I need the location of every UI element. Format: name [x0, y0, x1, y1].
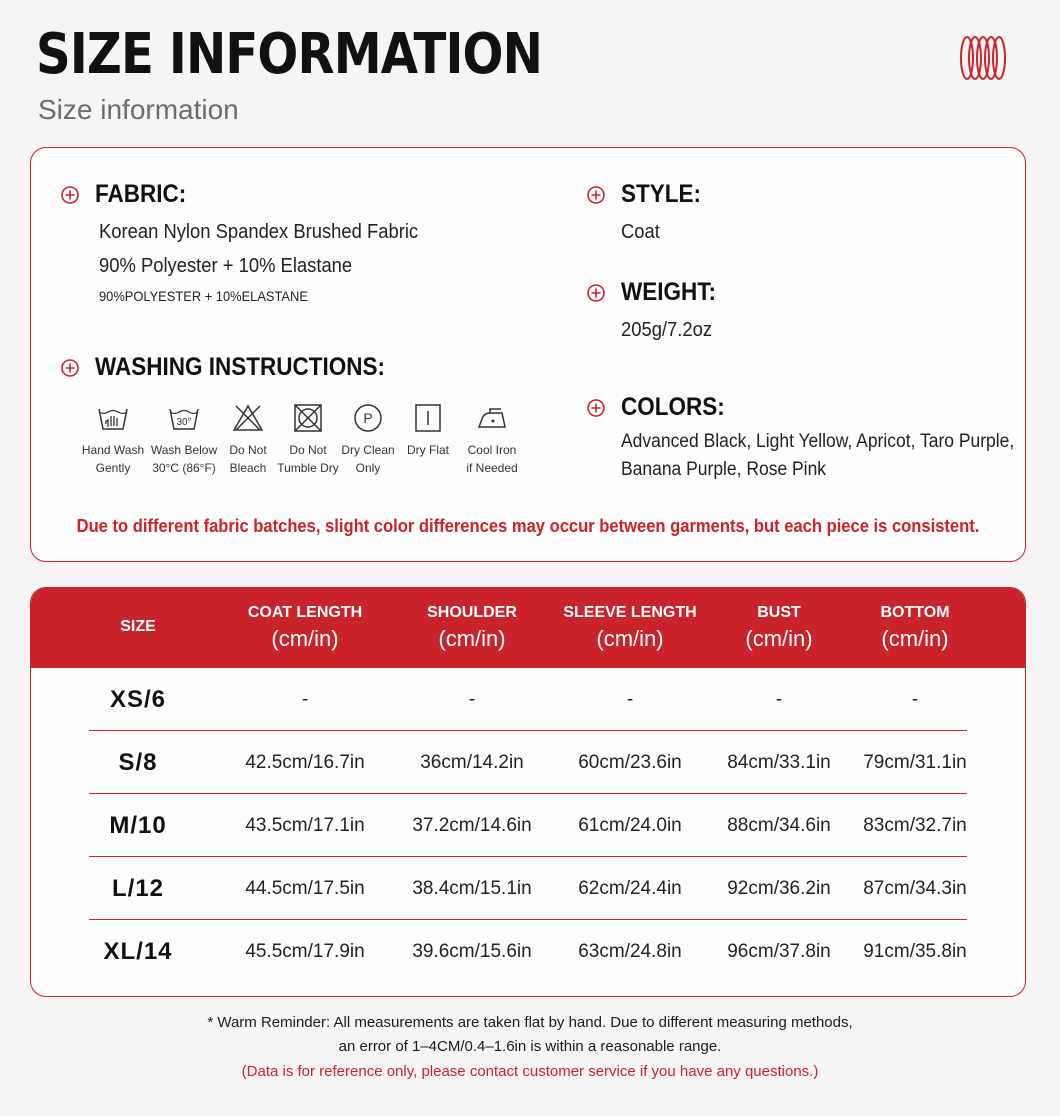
measurement-cell: -: [775, 689, 783, 710]
table-header: [31, 588, 1025, 668]
care-item: [147, 403, 221, 477]
measurement-cell: 61cm/24.0in: [578, 815, 682, 836]
measurement-cell: 39.6cm/15.6in: [412, 941, 532, 962]
measurement-cell: 83cm/32.7in: [863, 815, 967, 836]
care-label: if Needed: [466, 461, 518, 475]
colors-value: Advanced Black, Light Yellow, Apricot, Taro Purple,: [621, 431, 1015, 452]
care-label: Wash Below: [150, 443, 218, 457]
care-label: Dry Clean: [341, 443, 395, 457]
column-header-size: [120, 588, 156, 636]
care-label: Bleach: [229, 461, 267, 475]
row-divider: [89, 730, 967, 732]
fabric-line: Korean Nylon Spandex Brushed Fabric: [99, 221, 419, 243]
care-icons-row: [79, 403, 523, 477]
size-table: [30, 587, 1026, 997]
header-label: SLEEVE LENGTH: [563, 604, 697, 621]
weight-title: WEIGHT:: [621, 278, 716, 306]
care-label: Gently: [95, 461, 131, 475]
header-label: BOTTOM: [880, 604, 950, 621]
style-section: [587, 180, 710, 249]
measurement-cell: -: [301, 689, 309, 710]
size-cell: XS/6: [109, 686, 167, 713]
no-bleach-icon: [231, 403, 265, 433]
measurement-cell: 37.2cm/14.6in: [412, 815, 532, 836]
page-subtitle: Size information: [38, 94, 239, 125]
warm-reminder: * Warm Reminder: All measurements are taken flat by hand. Due to different measuring methods,: [207, 1014, 853, 1031]
column-header-shoulder: [427, 588, 517, 652]
measurement-cell: 91cm/35.8in: [863, 941, 967, 962]
header-label: SHOULDER: [427, 604, 517, 621]
care-item: [221, 403, 275, 477]
measurement-cell: 88cm/34.6in: [727, 815, 831, 836]
page-title: SIZE INFORMATION: [36, 22, 543, 87]
size-cell: L/12: [111, 875, 165, 902]
brand-rings-icon: [958, 34, 1010, 82]
reference-note: (Data is for reference only, please contact customer service if you have any questions.): [241, 1063, 819, 1080]
measurement-cell: 44.5cm/17.5in: [245, 878, 365, 899]
table-row: [31, 732, 1025, 794]
measurement-cell: 87cm/34.3in: [863, 878, 967, 899]
measurement-cell: 42.5cm/16.7in: [245, 752, 365, 773]
measurement-cell: -: [468, 689, 476, 710]
dry-clean-icon: [351, 403, 385, 433]
header-unit: (cm/in): [596, 626, 664, 651]
plus-circle-icon: [587, 399, 605, 417]
measurement-cell: 84cm/33.1in: [727, 752, 831, 773]
row-divider: [89, 856, 967, 858]
row-divider: [89, 793, 967, 795]
wash-temp-badge: 30°: [176, 417, 192, 428]
care-label: Do Not: [229, 443, 267, 457]
row-divider: [89, 919, 967, 921]
colors-value: Banana Purple, Rose Pink: [621, 459, 827, 480]
plus-circle-icon: [61, 186, 79, 204]
style-value: Coat: [621, 221, 660, 243]
weight-value: 205g/7.2oz: [621, 319, 713, 341]
measurement-cell: -: [626, 689, 634, 710]
care-item: [341, 403, 395, 477]
table-row: [31, 795, 1025, 857]
care-item: [395, 403, 461, 477]
measurement-cell: 43.5cm/17.1in: [245, 815, 365, 836]
care-item: [461, 403, 523, 477]
care-label: Cool Iron: [467, 443, 517, 457]
wash-30-icon: [167, 403, 201, 433]
header-unit: (cm/in): [745, 626, 813, 651]
header-label: SIZE: [120, 618, 156, 635]
plus-circle-icon: [587, 284, 605, 302]
washing-title: WASHING INSTRUCTIONS:: [95, 353, 385, 381]
product-info-card: [30, 147, 1026, 562]
measurement-cell: 62cm/24.4in: [578, 878, 682, 899]
care-label: Do Not: [289, 443, 327, 457]
measurement-cell: 38.4cm/15.1in: [412, 878, 532, 899]
table-row: [31, 669, 1025, 731]
colors-section: [587, 393, 1048, 484]
measurement-cell: 45.5cm/17.9in: [245, 941, 365, 962]
column-header-bust: [745, 588, 812, 652]
table-row: [31, 858, 1025, 920]
no-tumble-dry-icon: [291, 403, 325, 433]
header-label: COAT LENGTH: [247, 604, 363, 621]
table-row: [31, 921, 1025, 983]
column-header-coat-length: [248, 588, 362, 652]
plus-circle-icon: [61, 359, 79, 377]
care-item: [275, 403, 341, 477]
weight-section: [587, 278, 727, 347]
washing-section: [61, 353, 417, 382]
hand-wash-icon: [96, 403, 130, 433]
plus-circle-icon: [587, 186, 605, 204]
measurement-cell: 60cm/23.6in: [578, 752, 682, 773]
colors-title: COLORS:: [621, 393, 725, 421]
measurement-cell: -: [911, 689, 919, 710]
measurement-cell: 92cm/36.2in: [727, 878, 831, 899]
care-label: 30°C (86°F): [152, 461, 216, 475]
fabric-line: 90%POLYESTER + 10%ELASTANE: [99, 288, 308, 304]
care-label: Hand Wash: [81, 443, 145, 457]
header-label: BUST: [757, 604, 801, 621]
column-header-sleeve-length: [563, 588, 696, 652]
cool-iron-icon: [475, 403, 509, 433]
care-item: [79, 403, 147, 477]
care-label: Only: [355, 461, 381, 475]
care-label: Dry Flat: [407, 443, 449, 457]
header-unit: (cm/in): [271, 626, 339, 651]
warm-reminder-range: an error of 1–4CM/0.4–1.6in is within a reasonable range.: [338, 1038, 722, 1055]
header-unit: (cm/in): [881, 626, 949, 651]
fabric-line: 90% Polyester + 10% Elastane: [99, 255, 353, 277]
size-cell: XL/14: [103, 938, 173, 965]
fabric-title: FABRIC:: [95, 180, 187, 208]
measurement-cell: 96cm/37.8in: [727, 941, 831, 962]
size-cell: S/8: [118, 749, 158, 776]
measurement-cell: 63cm/24.8in: [578, 941, 682, 962]
column-header-bottom: [880, 588, 949, 652]
header-unit: (cm/in): [438, 626, 506, 651]
style-title: STYLE:: [621, 180, 702, 208]
dry-clean-badge: P: [363, 410, 373, 426]
measurement-cell: 79cm/31.1in: [863, 752, 967, 773]
measurement-cell: 36cm/14.2in: [420, 752, 524, 773]
fabric-section: [61, 180, 446, 309]
care-label: Tumble Dry: [277, 461, 339, 475]
color-difference-notice: Due to different fabric batches, slight color differences may occur between garments, but each piece is consistent.: [76, 516, 980, 536]
size-cell: M/10: [109, 812, 167, 839]
dry-flat-icon: [411, 403, 445, 433]
